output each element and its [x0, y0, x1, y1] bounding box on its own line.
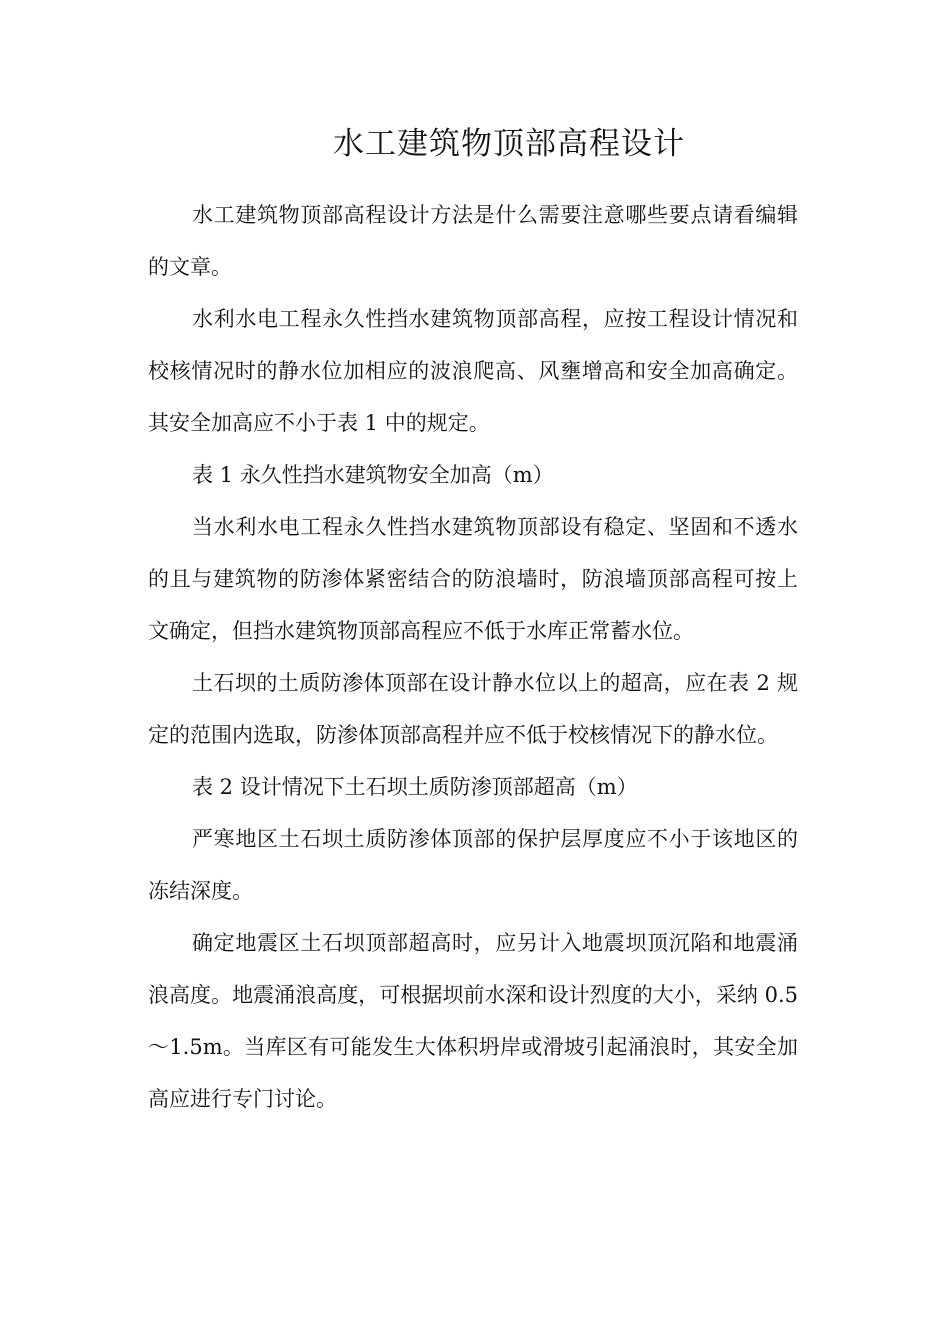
paragraph-wave-wall: 当水利水电工程永久性挡水建筑物顶部设有稳定、坚固和不透水的且与建筑物的防渗体紧密结合的防浪墙时，防浪墙顶部高程可按上文确定，但挡水建筑物顶部高程应不低于水库正常蓄水位。: [148, 515, 798, 643]
paragraph-seismic: 确定地震区土石坝顶部超高时，应另计入地震坝顶沉陷和地震涌浪高度。地震涌浪高度，可根据坝前水深和设计烈度的大小，采纳 0.5～1.5m。当库区有可能发生大体积坍岸或滑坡引起涌浪时，其安全加高应进行专门讨论。: [148, 931, 798, 1111]
paragraph-intro: 水工建筑物顶部高程设计方法是什么需要注意哪些要点请看编辑的文章。: [148, 203, 798, 279]
table-2-caption: 表 2 设计情况下土石坝土质防渗顶部超高（m）: [192, 775, 638, 799]
paragraph-earth-dam-freeboard: 土石坝的土质防渗体顶部在设计静水位以上的超高，应在表 2 规定的范围内选取，防渗体顶部高程并应不低于校核情况下的静水位。: [148, 671, 798, 747]
paragraph-cold-region: 严寒地区土石坝土质防渗体顶部的保护层厚度应不小于该地区的冻结深度。: [148, 827, 798, 903]
document-title: 水工建筑物顶部高程设计: [333, 126, 685, 162]
paragraph-elevation-rule: 水利水电工程永久性挡水建筑物顶部高程，应按工程设计情况和校核情况时的静水位加相应的波浪爬高、风壅增高和安全加高确定。其安全加高应不小于表 1 中的规定。: [148, 307, 798, 435]
table-1-caption: 表 1 永久性挡水建筑物安全加高（m）: [192, 463, 554, 487]
document-body: [148, 189, 798, 1125]
